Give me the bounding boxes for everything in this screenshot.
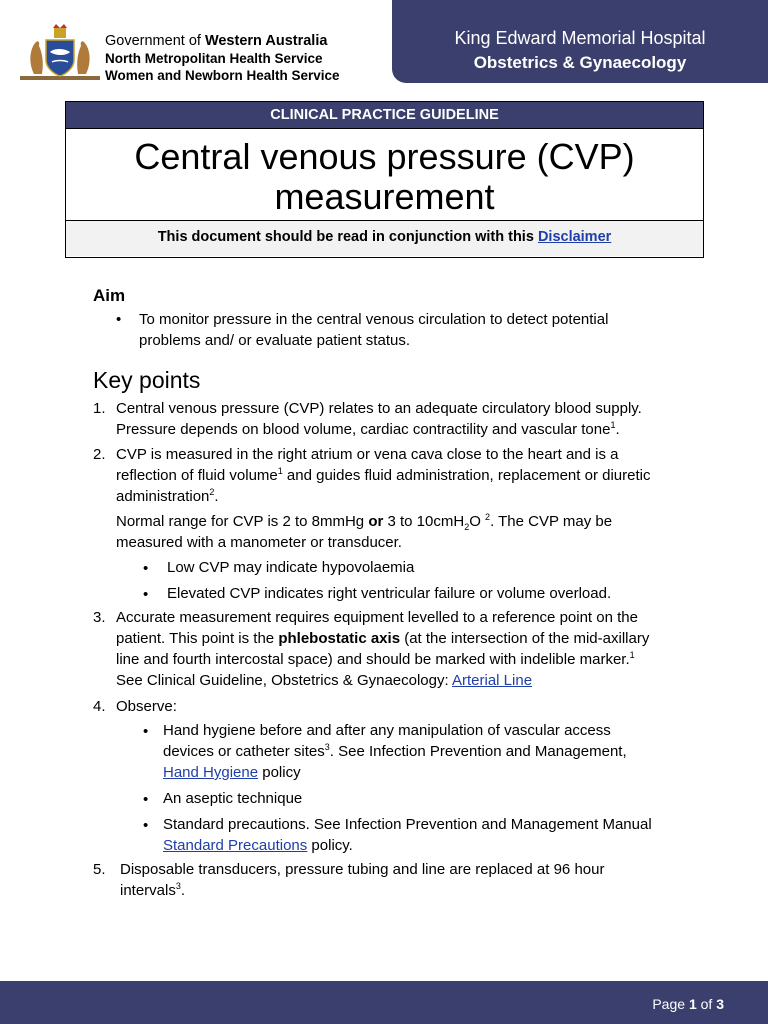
range-line2: measured with a manometer or transducer. [116,534,402,551]
kp4-b3-line1: Standard precautions. See Infection Prevention and Management Manual [163,816,652,833]
document-title-line2: measurement [274,176,495,217]
kp4-b1-line1: Hand hygiene before and after any manipulation of vascular access [163,722,611,739]
kp4-bullet3 [163,814,652,856]
kp4-b1-line2b: . See Infection Prevention and Management, [329,743,627,760]
bullet-dot: • [143,586,149,603]
guideline-label: CLINICAL PRACTICE GUIDELINE [66,102,703,129]
kp2-bullet1: Low CVP may indicate hypovolaemia [167,559,415,576]
key-point-5 [120,859,604,901]
kp1-line2 [116,419,642,440]
kp2-line2 [116,465,650,486]
kp4-b1-line3 [163,762,627,783]
page-current: 1 [688,996,697,1012]
kp1-line2-text: Pressure depends on blood volume, cardiac contractility and vascular tone [116,421,611,438]
item-number-2: 2. [93,446,106,463]
arterial-line-link[interactable]: Arterial Line [452,672,533,689]
item-number-3: 3. [93,609,106,626]
document-title-line1: Central venous pressure (CVP) [134,136,635,177]
item-number-1: 1. [93,400,106,417]
of-word: of [696,996,717,1012]
hand-hygiene-link[interactable]: Hand Hygiene [163,764,259,781]
bullet-dot: • [116,311,122,328]
kp3-line4 [116,670,649,691]
citation: 1 [629,650,635,660]
disclaimer-link[interactable]: Disclaimer [537,229,612,245]
range-or: or [368,513,384,530]
guideline-title-box [65,101,704,258]
kp2-line1: CVP is measured in the right atrium or vena cava close to the heart and is a [116,446,619,463]
wa-coat-of-arms-icon [20,22,100,84]
government-text [105,33,340,84]
range-b: 3 to 10cmH [383,513,465,530]
key-points-heading: Key points [93,367,201,393]
bullet-dot: • [143,817,149,834]
kp3-line2 [116,628,649,649]
kp3-line3 [116,649,649,670]
item-number-4: 4. [93,698,106,715]
aim-heading: Aim [93,286,126,305]
key-point-1 [116,398,642,440]
disclaimer-notice [66,221,703,256]
kp4-b3-line2-text: policy. [307,837,353,854]
observe-label: Observe: [116,698,177,715]
page-word: Page [652,996,689,1012]
kp1-line1: Central venous pressure (CVP) relates to an adequate circulatory blood supply. [116,400,642,417]
standard-precautions-link[interactable]: Standard Precautions [163,837,308,854]
subscript: 2 [464,522,470,532]
kp3-line1: Accurate measurement requires equipment levelled to a reference point on the [116,609,638,626]
citation: 1 [277,466,283,476]
page-footer [0,981,768,1024]
hospital-header-panel [392,0,768,83]
document-title [66,129,703,221]
kp5-line1: Disposable transducers, pressure tubing and line are replaced at 96 hour [120,861,605,878]
phlebostatic-axis: phlebostatic axis [278,630,401,647]
kp2-line2a: reflection of fluid volume [116,467,278,484]
government-logo [20,22,360,84]
range-a: Normal range for CVP is 2 to 8mmHg [116,513,369,530]
key-point-3 [116,607,649,691]
page-total: 3 [716,996,724,1012]
range-line1 [116,511,612,532]
hospital-name: King Edward Memorial Hospital [454,28,706,48]
range-c: O [469,513,486,530]
kp2-line3-end: . [214,488,219,505]
aim-bullet [139,309,608,351]
citation: 3 [324,742,330,752]
kp4-b1-line2a: devices or catheter sites [163,743,325,760]
key-point-2 [116,444,650,507]
bullet-dot: • [143,723,149,740]
kp5-end: . [180,882,186,899]
kp2-line3-text: administration [116,488,210,505]
government-line3: Women and Newborn Health Service [105,68,340,83]
kp2-line2b: and guides fluid administration, replacement or diuretic [282,467,651,484]
kp3-line4-text: See Clinical Guideline, Obstetrics & Gynaecology: [116,672,452,689]
citation: 2 [209,487,215,497]
government-line2: North Metropolitan Health Service [105,51,323,66]
gov-prefix: Government of [105,33,205,49]
kp2-bullet2: Elevated CVP indicates right ventricular failure or volume overload. [167,585,612,602]
department-name: Obstetrics & Gynaecology [473,53,687,72]
normal-range-text [116,511,612,553]
citation: 2 [485,512,491,522]
item-number-5: 5. [93,861,106,878]
gov-state: Western Australia [204,33,328,49]
bullet-dot: • [143,791,149,808]
aim-line1: To monitor pressure in the central venous circulation to detect potential [139,311,609,328]
kp5-line2-text: intervals [120,882,176,899]
kp3-line2c: (at the intersection of the mid-axillary [400,630,650,647]
government-line1 [105,33,340,50]
kp1-end: . [615,421,620,438]
kp3-line3-text: line and fourth intercostal space) and should be marked with indelible marker. [116,651,630,668]
kp4-b1-line2 [163,741,627,762]
kp5-line2 [120,880,604,901]
bullet-dot: • [143,560,149,577]
kp4-b3-line2 [163,835,652,856]
kp2-line3 [116,486,650,507]
kp4-b1-line3-text: policy [258,764,301,781]
kp4-bullet2: An aseptic technique [163,790,303,807]
aim-line2: problems and/ or evaluate patient status. [139,332,410,349]
citation: 3 [175,881,181,891]
kp3-line2a: patient. This point is the [116,630,279,647]
disclaimer-text: This document should be read in conjunction with this [157,229,538,245]
page-number [652,996,724,1012]
kp4-bullet1 [163,720,627,783]
range-d: . The CVP may be [490,513,613,530]
citation: 1 [610,420,616,430]
